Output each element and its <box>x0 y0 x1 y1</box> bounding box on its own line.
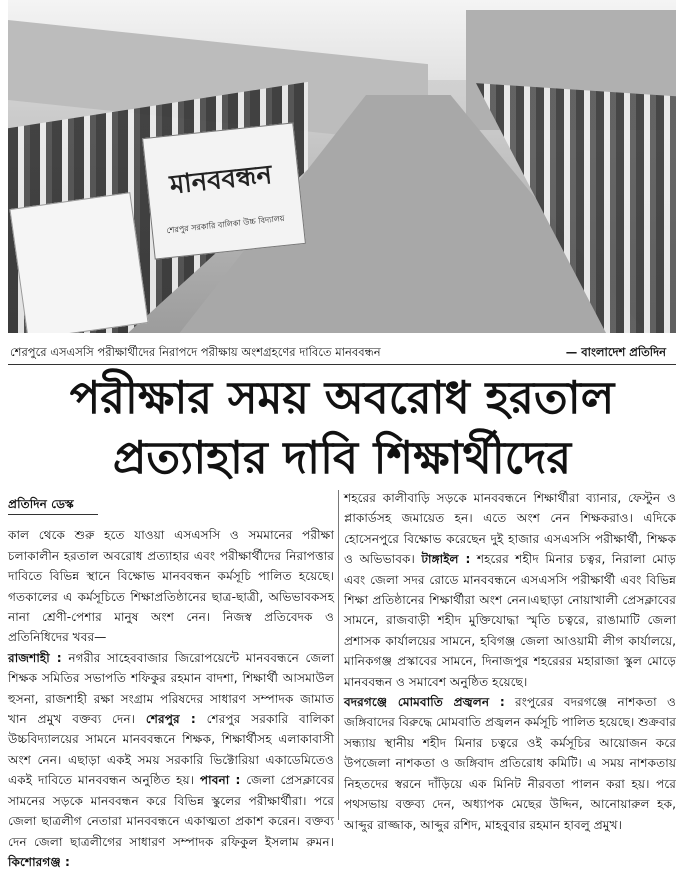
photo-caption <box>8 340 676 362</box>
headline-line-2: প্রত্যাহার দাবি শিক্ষার্থীদের <box>112 431 572 484</box>
place-label: বদরগঞ্জে মোমবাতি প্রজ্বলন : <box>344 695 505 710</box>
place-label: কিশোরগঞ্জ : <box>8 854 70 869</box>
place-text: শেরপুর সরকারি বালিকা উচ্চবিদ্যালয়ের সামনে মানববন্ধনে শিক্ষক, শিক্ষার্থীসহ এলাকাবাসী অংশ নেন। এছাড়া একই সময় সরকারি ভিক্টোরিয়া একাডেমিতেও একই দাবিতে মানববন্ধন অনুষ্ঠিত হয়। <box>8 712 334 788</box>
banner-subtitle: শেরপুর সরকারি বালিকা উচ্চ বিদ্যালয় <box>166 213 285 236</box>
caption-text: শেরপুরে এসএসসি পরীক্ষার্থীদের নিরাপদে পরীক্ষায় অংশগ্রহণের দাবিতে মানববন্ধন <box>10 345 381 359</box>
place-label: রাজশাহী : <box>8 650 62 665</box>
banner-title: মানববন্ধন <box>168 159 274 201</box>
place-label: টাঙ্গাইল : <box>421 552 471 567</box>
place-text: জেলা প্রেসক্লাবের সামনের সড়কে মানববন্ধন করে বিভিন্ন স্কুলের পরীক্ষার্থীরা। পরে জেলা ছাত্রলীগ নেতারা মানববন্ধনে একাত্মতা প্রকাশ করেন। বক্তব্য দেন জেলা ছাত্রলীগের সাধারণ সম্পাদক রফিকুল ইসলাম রুমন। <box>8 773 335 849</box>
news-photo <box>8 0 676 333</box>
column-divider <box>338 490 339 820</box>
place-text: নগরীর সাহেববাজার জিরোপয়েন্টে মানববন্ধনে জেলা শিক্ষক সমিতির সভাপতি শফিকুর রহমান বাদশা, শিক্ষার্থী আসমাউল হুসনা, রাজশাহী রক্ষা সংগ্রাম পরিষদের সাধারণ সম্পাদক জামাত খান প্রমুখ বক্তব্য দেন। <box>8 650 334 727</box>
headline-line-1: পরীক্ষার সময় অবরোধ হরতাল <box>69 371 615 424</box>
article-paragraph <box>8 648 334 872</box>
article-paragraph <box>344 692 676 835</box>
article-paragraph <box>344 488 676 692</box>
photo-placard <box>9 192 148 333</box>
place-label: শেরপুর : <box>145 712 196 727</box>
article-column-left <box>8 494 334 872</box>
place-text: শহরের কালীবাড়ি সড়কে মানববন্ধনে শিক্ষার্থীরা ব্যানার, ফেস্টুন ও প্লাকার্ডসহ জমায়েত হন। এতে অংশ নেন শিক্ষকরাও। এদিকে হোসেনপুরে বিক্ষোভ করেছেন দুই হাজার এসএসসি পরীক্ষার্থী, শিক্ষক ও অভিভাবক। <box>344 491 676 567</box>
place-label: পাবনা : <box>199 773 241 788</box>
caption-credit: — বাংলাদেশ প্রতিদিন <box>565 345 666 359</box>
article-desk: প্রতিদিন ডেস্ক <box>8 494 98 515</box>
article-column-right <box>344 488 676 835</box>
place-text: শহরের শহীদ মিনার চত্বর, নিরালা মোড় এবং জেলা সদর রোডে মানববন্ধনে এসএসসি পরীক্ষার্থী এবং বিভিন্ন শিক্ষা প্রতিষ্ঠানের শিক্ষার্থীরা অংশ নেন।এছাড়া নোয়াখালী প্রেসক্লাবের সামনে, রাজবাড়ী শহীদ মুক্তিযোদ্ধা স্মৃতি চত্বরে, রাঙামাটি জেলা প্রশাসক কার্যালয়ের সামনে, হবিগঞ্জ জেলা আওয়ামী লীগ কার্যালয়ে, মানিকগঞ্জ প্রস্কাবের সামনে, দিনাজপুর শহরেরর মহারাজা স্কুল মোড়ে মানববন্ধন ও সমাবেশ অনুষ্ঠিত হয়েছে। <box>344 552 676 689</box>
place-text: রংপুরের বদরগঞ্জে নাশকতা ও জঙ্গিবাদের বিরুদ্ধে মোমবাতি প্রজ্বলন কর্মসূচি পালিত হয়েছে। শুক্রবার সন্ধ্যায় স্থানীয় শহীদ মিনার চত্বরে ওই কর্মসূচির আয়োজন করে উপজেলা নাশকতা ও জঙ্গিবাদ প্রতিরোধ কমিটি। এ সময় নাশকতায় নিহতদের স্বরনে দাঁড়িয়ে এক মিনিট নীরবতা পালন করা হয়। পরে পথসভায় বক্তব্য দেন, অধ্যাপক মেছের উদ্দিন, আনোয়ারুল হক, আব্দুর রাজ্জাক, আব্দুর রশিদ, মাহবুবার রহমান হাবলু প্রমুখ। <box>344 695 676 832</box>
caption-rule <box>8 364 676 365</box>
article-intro: কাল থেকে শুরু হতে যাওয়া এসএসসি ও সমমানের পরীক্ষা চলাকালীন হরতাল অবরোধ প্রত্যাহার এবং পরীক্ষার্থীদের নিরাপত্তার দাবিতে বিভিন্ন স্থানে বিক্ষোভ মানববন্ধন কর্মসূচি পালিত হয়েছে। গতকালের এ কর্মসূচিতে শিক্ষাপ্রতিষ্ঠানের ছাত্র-ছাত্রী, অভিভাবকসহ নানা শ্রেণী-পেশার মানুষ অংশ নেন। নিজস্ব প্রতিবেদক ও প্রতিনিধিদের খবর— <box>8 528 334 645</box>
photo-banner <box>142 122 306 259</box>
